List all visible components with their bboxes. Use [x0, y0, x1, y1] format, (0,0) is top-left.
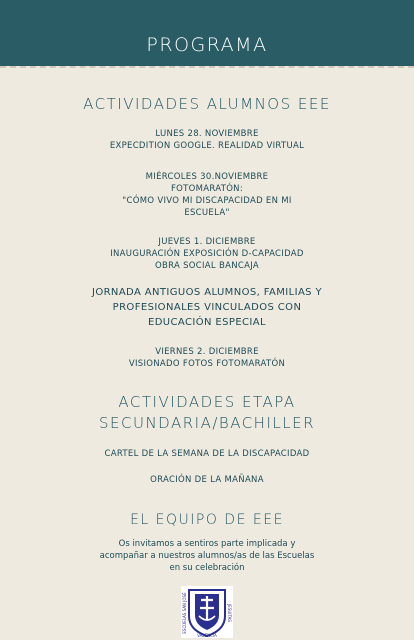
event-line: OBRA SOCIAL BANCAJA [154, 261, 259, 271]
event-line: EDUCACIÓN ESPECIAL [147, 317, 266, 328]
event-line: VIERNES 2. DICIEMBRE [155, 347, 259, 357]
event-line: PROFESIONALES VINCULADOS CON [112, 302, 302, 313]
section-heading-secundaria [0, 392, 414, 434]
event-lunes [0, 128, 414, 152]
event-line: VISIONADO FOTOS FOTOMARATÓN [128, 359, 286, 369]
dashed-divider [0, 66, 414, 68]
heading-line: ACTIVIDADES ETAPA [118, 393, 296, 411]
page-title: PROGRAMA [146, 34, 268, 56]
event-miercoles [0, 171, 414, 219]
event-viernes [0, 346, 414, 370]
event-line: MIÉRCOLES 30.NOVIEMBRE [145, 172, 269, 182]
school-seal-logo [181, 586, 233, 638]
secundaria-item-cartel: CARTEL DE LA SEMANA DE LA DISCAPACIDAD [104, 449, 310, 459]
section-heading-equipo: EL EQUIPO DE EEE [130, 512, 284, 528]
event-line: LUNES 28. NOVIEMBRE [155, 129, 259, 139]
event-line: JORNADA ANTIGUOS ALUMNOS, FAMILIAS Y [91, 287, 323, 298]
event-line: INAUGURACIÓN EXPOSICIÓN D-CAPACIDAD [110, 249, 304, 259]
event-line: EXPECDITION GOOGLE. REALIDAD VIRTUAL [109, 141, 305, 151]
event-jornada [0, 285, 414, 330]
svg-text:VALENCIA: VALENCIA [197, 633, 217, 638]
event-line: FOTOMARATÓN: [170, 184, 244, 194]
svg-text:JESUITAS: JESUITAS [227, 604, 232, 622]
event-line: JUEVES 1. DICIEMBRE [158, 237, 256, 247]
invitation-line: Os invitamos a sentiros parte implicada y [118, 539, 296, 549]
invitation-line: acompañar a nuestros alumnos/as de las Escuelas [99, 551, 315, 561]
heading-line: SECUNDARIA/BACHILLER [99, 414, 315, 432]
invitation-line: en su celebración [169, 563, 245, 573]
event-jueves [0, 236, 414, 272]
invitation-text [0, 538, 414, 574]
event-line: ESCUELA" [184, 208, 230, 218]
secundaria-item-oracion: ORACIÓN DE LA MAÑANA [150, 475, 264, 485]
header-band [0, 0, 414, 66]
event-line: "CÓMO VIVO MI DISCAPACIDAD EN MI [122, 196, 292, 206]
svg-text:ESCUELAS SAN JOSÉ: ESCUELAS SAN JOSÉ [182, 592, 187, 634]
section-heading-alumnos: ACTIVIDADES ALUMNOS EEE [83, 95, 331, 113]
